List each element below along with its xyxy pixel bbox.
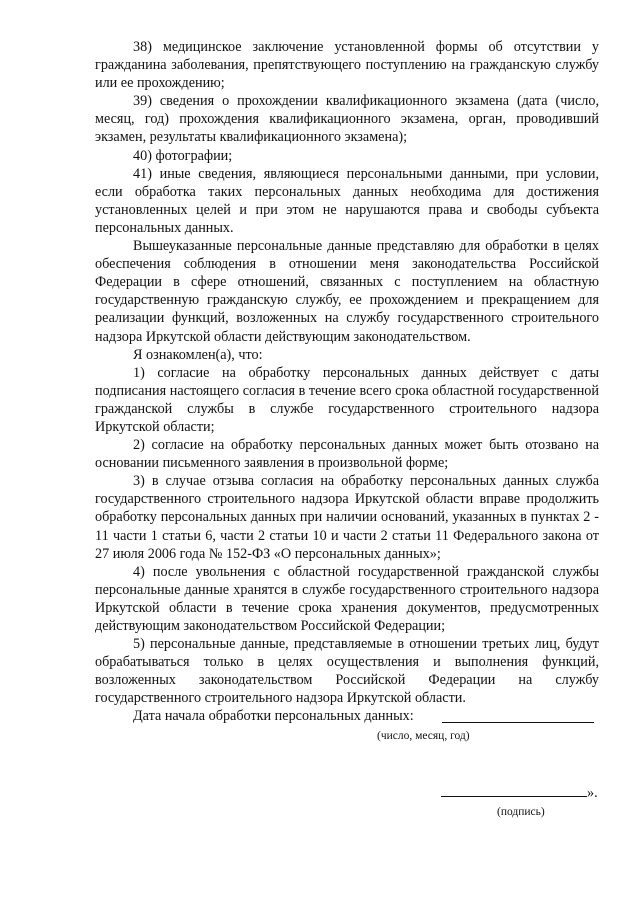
start-date-row [95, 707, 599, 727]
item-41: 41) иные сведения, являющиеся персональными данными, при условии, если обработка таких персональных данных необходима для достижения установленных целей и при этом не нарушаются права и свободы субъекта персональных данных. [95, 165, 599, 236]
ack-point-3: 3) в случае отзыва согласия на обработку персональных данных служба государственного строительного надзора Иркутской области вправе продолжить обработку персональных данных при наличии оснований, указанных в пунктах 2 - 11 части 1 статьи 6, части 2 статьи 10 и части 2 статьи 11 Федерального закона от 27 июля 2006 года № 152-ФЗ «О персональных данных»; [95, 473, 599, 562]
date-caption: (число, месяц, год) [377, 730, 470, 742]
ack-point-2: 2) согласие на обработку персональных данных может быть отозвано на основании письменного заявления в произвольной форме; [95, 437, 599, 472]
acknowledged-heading: Я ознакомлен(а), что: [133, 346, 263, 363]
start-date-label: Дата начала обработки персональных данных: [133, 708, 414, 725]
ack-point-5: 5) персональные данные, представляемые в отношении третьих лиц, будут обрабатываться только в целях осуществления и выполнения функций, возложенных законодательством Российской Федерации на службу государственного строительного надзора Иркутской области. [95, 636, 599, 707]
signature-end-quote: ». [587, 785, 598, 801]
item-40: 40) фотографии; [133, 147, 233, 164]
signature-line [441, 796, 587, 797]
start-date-line [442, 722, 594, 723]
item-39: 39) сведения о прохождении квалификационного экзамена (дата (число, месяц, год) прохождения квалификационного экзамена, орган, проводивший экзамен, результаты квалификационного экзамена); [95, 93, 599, 146]
ack-point-1: 1) согласие на обработку персональных данных действует с даты подписания настоящего согласия в течение всего срока областной государственной гражданской службы в службе государственного строительного надзора Иркутской области; [95, 364, 599, 435]
signature-caption: (подпись) [497, 806, 545, 818]
consent-statement: Вышеуказанные персональные данные представляю для обработки в целях обеспечения соблюдения в отношении меня законодательства Российской Федерации в сфере отношений, связанных с поступлением на областную государственную гражданскую службу, ее прохождением и прекращением для реализации функций, возложенных на службу государственного строительного надзора Иркутской области действующим законодательством. [95, 238, 599, 345]
item-38: 38) медицинское заключение установленной формы об отсутствии у гражданина заболевания, препятствующего поступлению на гражданскую службу или ее прохождению; [95, 39, 599, 92]
document-body [95, 38, 599, 727]
ack-point-4: 4) после увольнения с областной государственной гражданской службы персональные данные хранятся в службе государственного строительного надзора Иркутской области в течение срока хранения документов, предусмотренных действующим законодательством Российской Федерации; [95, 563, 599, 634]
